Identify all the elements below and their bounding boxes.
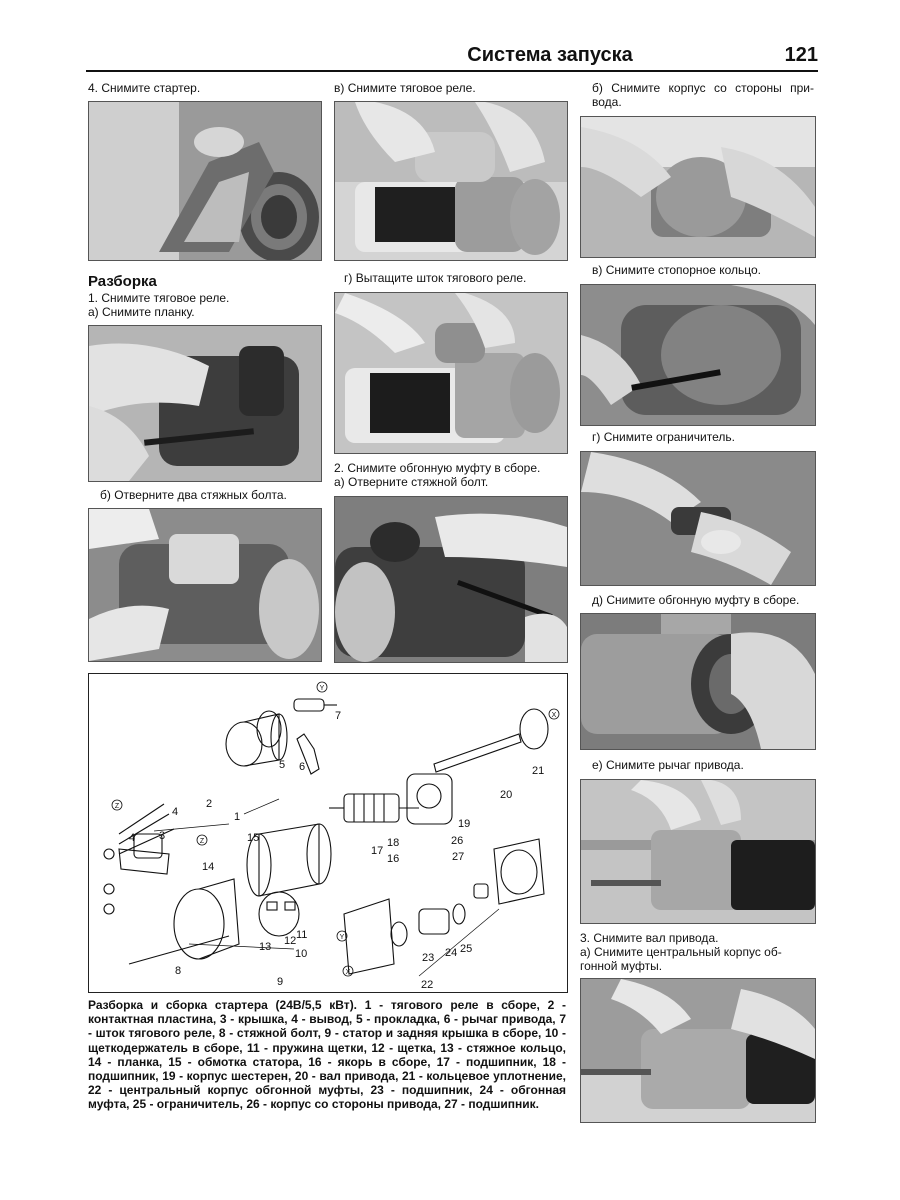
photo-remove-drive-housing bbox=[580, 116, 816, 258]
marker-z-mid: Z bbox=[199, 838, 205, 845]
photo-remove-relay bbox=[334, 101, 568, 261]
callout-3: 3 bbox=[159, 830, 166, 842]
remove-stopper-caption: г) Снимите ограничитель. bbox=[592, 430, 735, 444]
step2-caption: 2. Снимите обгонную муфту в сборе. а) Отверните стяжной болт. bbox=[334, 461, 541, 489]
callout-8: 8 bbox=[175, 965, 182, 977]
page-header-title: Система запуска bbox=[467, 44, 633, 66]
callout-4b: 4 bbox=[129, 832, 136, 844]
photo-unscrew-clamp-bolt bbox=[334, 496, 568, 663]
callout-18: 18 bbox=[387, 837, 400, 849]
photo-remove-drive-lever bbox=[580, 779, 816, 924]
remove-drive-housing-caption: б) Снимите корпус со стороны при- вода. bbox=[592, 81, 814, 109]
photo-remove-plate bbox=[88, 325, 322, 482]
photo-unscrew-bolts bbox=[88, 508, 322, 662]
diagram-caption: Разборка и сборка стартера (24В/5,5 кВт). 1 - тягового реле в сборе, 2 - контактная пластина, 3 - крышка, 4 - вывод, 5 - прокладка, 6 - рычаг привода, 7 - шток тягового реле, 8 - стяжной болт, 9 - статор и задняя крышка в сборе, 10 - щеткодержатель в сборе, 11 - пружина щетки, 12 - щетка, 13 - стяжное кольцо, 14 - планка, 15 - обмотка статора, 16 - якорь в сборе, 17 - подшипник, 18 - подшипник, 19 - корпус шестерен, 20 - вал привода, 21 - кольцевое уплотнение, 22 - центральный корпус обгонной муфты, 23 - подшипник, 24 - обгонная муфта, 25 - ограничитель, 26 - корпус со стороны привода, 27 - подшипник. bbox=[88, 998, 566, 1112]
photo-remove-stopper bbox=[580, 451, 816, 586]
step3-caption: 3. Снимите вал привода. а) Снимите центральный корпус об- гонной муфты. bbox=[580, 931, 782, 973]
remove-drive-lever-caption: е) Снимите рычаг привода. bbox=[592, 758, 744, 772]
callout-26: 26 bbox=[451, 835, 464, 847]
remove-snap-ring-caption: в) Снимите стопорное кольцо. bbox=[592, 263, 762, 277]
callout-19: 19 bbox=[458, 818, 471, 830]
marker-x-bottom: X bbox=[345, 969, 351, 976]
header-rule bbox=[86, 70, 818, 72]
callout-24: 24 bbox=[445, 947, 458, 959]
callout-17: 17 bbox=[371, 845, 384, 857]
callout-9: 9 bbox=[277, 976, 284, 988]
callout-15: 15 bbox=[247, 832, 260, 844]
callout-7: 7 bbox=[335, 710, 342, 722]
callout-12: 12 bbox=[284, 935, 297, 947]
disassembly-heading: Разборка bbox=[88, 273, 157, 290]
callout-5: 5 bbox=[279, 759, 286, 771]
step4-caption: 4. Снимите стартер. bbox=[88, 81, 201, 95]
callout-23: 23 bbox=[422, 952, 435, 964]
remove-overrunning-clutch-caption: д) Снимите обгонную муфту в сборе. bbox=[592, 593, 800, 607]
callout-6: 6 bbox=[299, 761, 306, 773]
callout-27: 27 bbox=[452, 851, 465, 863]
callout-14: 14 bbox=[202, 861, 215, 873]
photo-remove-center-housing bbox=[580, 978, 816, 1123]
marker-y-top: Y bbox=[319, 685, 325, 692]
callout-16: 16 bbox=[387, 853, 400, 865]
page-number: 121 bbox=[784, 44, 818, 66]
marker-z-left: Z bbox=[114, 803, 120, 810]
pull-relay-rod-caption: г) Вытащите шток тягового реле. bbox=[344, 271, 527, 285]
callout-2: 2 bbox=[206, 798, 213, 810]
callout-20: 20 bbox=[500, 789, 513, 801]
exploded-starter-diagram bbox=[88, 673, 568, 993]
callout-22: 22 bbox=[421, 979, 434, 991]
callout-25: 25 bbox=[460, 943, 473, 955]
photo-remove-overrunning-clutch bbox=[580, 613, 816, 750]
photo-pull-relay-rod bbox=[334, 292, 568, 454]
callout-11: 11 bbox=[296, 929, 308, 941]
step1b-caption: б) Отверните два стяжных болта. bbox=[100, 488, 287, 502]
photo-remove-snap-ring bbox=[580, 284, 816, 426]
callout-10: 10 bbox=[295, 948, 308, 960]
photo-remove-starter bbox=[88, 101, 322, 261]
callout-4a: 4 bbox=[172, 806, 179, 818]
callout-21: 21 bbox=[532, 765, 545, 777]
remove-relay-caption: в) Снимите тяговое реле. bbox=[334, 81, 476, 95]
marker-y-bottom: Y bbox=[339, 934, 345, 941]
callout-13: 13 bbox=[259, 941, 272, 953]
callout-1: 1 bbox=[234, 811, 241, 823]
step1-caption: 1. Снимите тяговое реле. а) Снимите планку. bbox=[88, 291, 230, 319]
marker-x-top: X bbox=[551, 712, 557, 719]
